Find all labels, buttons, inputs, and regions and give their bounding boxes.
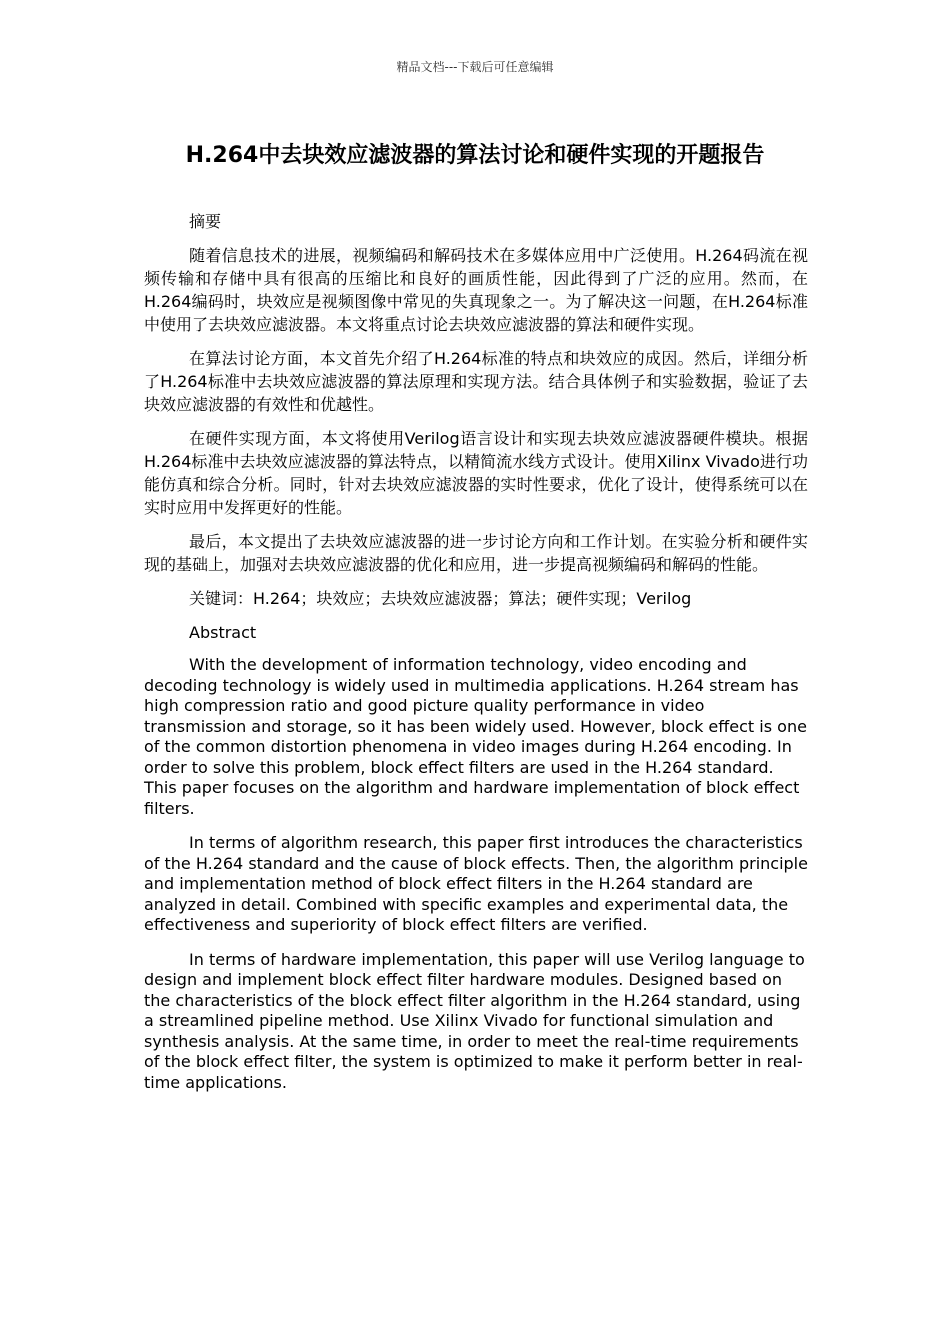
- abstract-cn-paragraph-4: 最后，本文提出了去块效应滤波器的进一步讨论方向和工作计划。在实验分析和硬件实现的基础上，加强对去块效应滤波器的优化和应用，进一步提高视频编码和解码的性能。: [144, 532, 808, 574]
- document-body: [144, 210, 808, 1107]
- abstract-en-heading: Abstract: [189, 623, 257, 642]
- abstract-en-paragraph-3: In terms of hardware implementation, this paper will use Verilog language to design and implement block effect filter hardware modules. Designed based on the characteristics of the block effect filter algorithm in the H.264 standard, using a streamlined pipeline method. Use Xilinx Vivado for functional simulation and synthesis analysis. At the same time, in order to meet the real-time requirements of the block effect filter, the system is optimized to make it perform better in real-time applications.: [144, 949, 805, 1092]
- abstract-cn-paragraph-1: 随着信息技术的进展，视频编码和解码技术在多媒体应用中广泛使用。H.264码流在视频传输和存储中具有很高的压缩比和良好的画质性能，因此得到了广泛的应用。然而，在H.264编码时，块效应是视频图像中常见的失真现象之一。为了解决这一问题，在H.264标准中使用了去块效应滤波器。本文将重点讨论去块效应滤波器的算法和硬件实现。: [144, 246, 808, 334]
- abstract-cn-heading: 摘要: [189, 212, 222, 231]
- header-note: 精品文档---下载后可任意编辑: [396, 60, 554, 74]
- abstract-cn-paragraph-2: 在算法讨论方面，本文首先介绍了H.264标准的特点和块效应的成因。然后，详细分析了H.264标准中去块效应滤波器的算法原理和实现方法。结合具体例子和实验数据，验证了去块效应滤波器的有效性和优越性。: [144, 349, 808, 414]
- abstract-cn-paragraph-3: 在硬件实现方面，本文将使用Verilog语言设计和实现去块效应滤波器硬件模块。根据H.264标准中去块效应滤波器的算法特点，以精简流水线方式设计。使用Xilinx Vivado进行功能仿真和综合分析。同时，针对去块效应滤波器的实时性要求，优化了设计，使得系统可以在实时应用中发挥更好的性能。: [144, 429, 808, 517]
- keywords-line: 关键词：H.264；块效应；去块效应滤波器；算法；硬件实现；Verilog: [189, 589, 692, 608]
- abstract-en-paragraph-1: With the development of information technology, video encoding and decoding technology is widely used in multimedia applications. H.264 stream has high compression ratio and good picture quality performance in video transmission and storage, so it has been widely used. However, block effect is one of the common distortion phenomena in video images during H.264 encoding. In order to solve this problem, block effect filters are used in the H.264 standard. This paper focuses on the algorithm and hardware implementation of block effect filters.: [144, 655, 807, 818]
- document-title: H.264中去块效应滤波器的算法讨论和硬件实现的开题报告: [185, 143, 765, 168]
- abstract-en-paragraph-2: In terms of algorithm research, this paper first introduces the characteristics of the H.264 standard and the cause of block effects. Then, the algorithm principle and implementation method of block effect filters in the H.264 standard are analyzed in detail. Combined with specific examples and experimental data, the effectiveness and superiority of block effect filters are verified.: [144, 833, 808, 934]
